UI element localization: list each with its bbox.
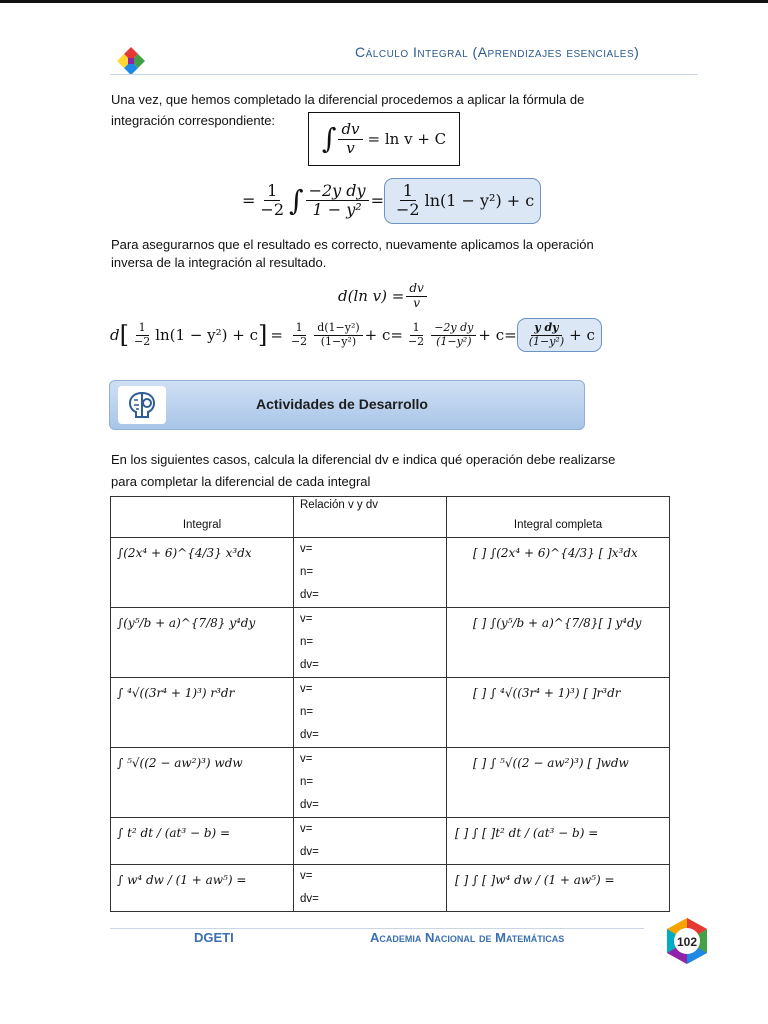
derivative-check-line: d [ $\frac{1}{-2}$ ln(1 − y²) + c ] = $\frac{1}{-2}$ $\frac{\text{d(1−y²)}}{\text{(1−y²)}}$ + c= $\frac{1}{-2}$ $\frac{\text{−2y dy}}{\text{(1−y²)}}$ + c= $\frac{\text{y dy}}{\text{(1−y²)}}$ + c: [110, 318, 602, 352]
complete-integral-cell[interactable]: [ ] ∫(2x⁴ + 6)^{4/3} [ ]x³dx: [447, 538, 670, 608]
integral-sign-icon: ∫: [321, 122, 337, 155]
integral-cell: ∫(y⁵/b + a)^{7/8} y⁴dy: [111, 608, 294, 678]
integral-sign-icon: ∫: [289, 183, 304, 217]
page-number: 102: [676, 935, 698, 949]
table-header-row: [111, 497, 670, 538]
intro-line-2: integración correspondiente:: [111, 113, 276, 128]
table-row: [111, 538, 670, 608]
column-header: Integral: [111, 497, 294, 538]
header-title: Cálculo Integral (Aprendizajes esenciales): [355, 44, 640, 60]
formula-rhs: = ln v + C: [367, 130, 447, 148]
table-row: [111, 678, 670, 748]
exercises-table: [110, 496, 670, 912]
intro-line-1: Una vez, que hemos completado la diferencial procedemos a aplicar la fórmula de: [111, 92, 585, 107]
footer-divider: [110, 928, 644, 929]
complete-integral-cell[interactable]: [ ] ∫(y⁵/b + a)^{7/8}[ ] y⁴dy: [447, 608, 670, 678]
activities-banner: [109, 380, 585, 430]
table-row: [111, 748, 670, 818]
verify-line-2: inversa de la integración al resultado.: [111, 255, 327, 270]
integral-cell: ∫ t² dt / (at³ − b) =: [111, 818, 294, 865]
integral-cell: ∫(2x⁴ + 6)^{4/3} x³dx: [111, 538, 294, 608]
relation-cell: v= n= dv=: [294, 608, 447, 678]
complete-integral-cell[interactable]: [ ] ∫ [ ]t² dt / (at³ − b) =: [447, 818, 670, 865]
table-row: [111, 608, 670, 678]
derivative-highlight: $\frac{\text{y dy}}{\text{(1−y²)}}$ + c: [517, 318, 602, 352]
page-number-badge: [662, 916, 712, 966]
top-border: [0, 0, 768, 3]
derivative-rule: d(ln v) = $\frac{dv}{v}$: [338, 282, 429, 311]
instructions-line-2: para completar la diferencial de cada integral: [111, 474, 371, 489]
formula-fraction: $\frac{dv}{v}$: [338, 121, 362, 157]
complete-integral-cell[interactable]: [ ] ∫ ⁴√((3r⁴ + 1)³) [ ]r³dr: [447, 678, 670, 748]
table-row: [111, 818, 670, 865]
brain-gear-icon: [118, 386, 166, 424]
relation-cell: v= n= dv=: [294, 748, 447, 818]
result-line: = $\frac{1}{-2}$ ∫ $\frac{\text{−2y dy}}{\text{1 − y²}}$ = $\frac{1}{-2}$ ln(1 − y²) + c: [242, 178, 541, 224]
integral-cell: ∫ ⁴√((3r⁴ + 1)³) r³dr: [111, 678, 294, 748]
table-row: [111, 865, 670, 912]
integration-formula-box: [308, 112, 460, 166]
relation-cell: v= n= dv=: [294, 678, 447, 748]
complete-integral-cell[interactable]: [ ] ∫ ⁵√((2 − aw²)³) [ ]wdw: [447, 748, 670, 818]
relation-cell: v= n= dv=: [294, 538, 447, 608]
verify-line-1: Para asegurarnos que el resultado es correcto, nuevamente aplicamos la operación: [111, 237, 594, 252]
column-header: Relación v y dv: [294, 497, 447, 538]
column-header: Integral completa: [447, 497, 670, 538]
result-highlight: $\frac{1}{-2}$ ln(1 − y²) + c: [384, 178, 541, 224]
relation-cell: v= dv=: [294, 818, 447, 865]
complete-integral-cell[interactable]: [ ] ∫ [ ]w⁴ dw / (1 + aw⁵) =: [447, 865, 670, 912]
instructions-line-1: En los siguientes casos, calcula la diferencial dv e indica qué operación debe realizarse: [111, 452, 616, 467]
logo-icon: [116, 46, 146, 76]
header-divider: [110, 74, 698, 75]
integral-cell: ∫ w⁴ dw / (1 + aw⁵) =: [111, 865, 294, 912]
footer-left: DGETI: [194, 930, 234, 945]
banner-title: Actividades de Desarrollo: [256, 396, 428, 412]
integral-cell: ∫ ⁵√((2 − aw²)³) wdw: [111, 748, 294, 818]
footer-right: Academia Nacional de Matemáticas: [370, 930, 565, 945]
relation-cell: v= dv=: [294, 865, 447, 912]
